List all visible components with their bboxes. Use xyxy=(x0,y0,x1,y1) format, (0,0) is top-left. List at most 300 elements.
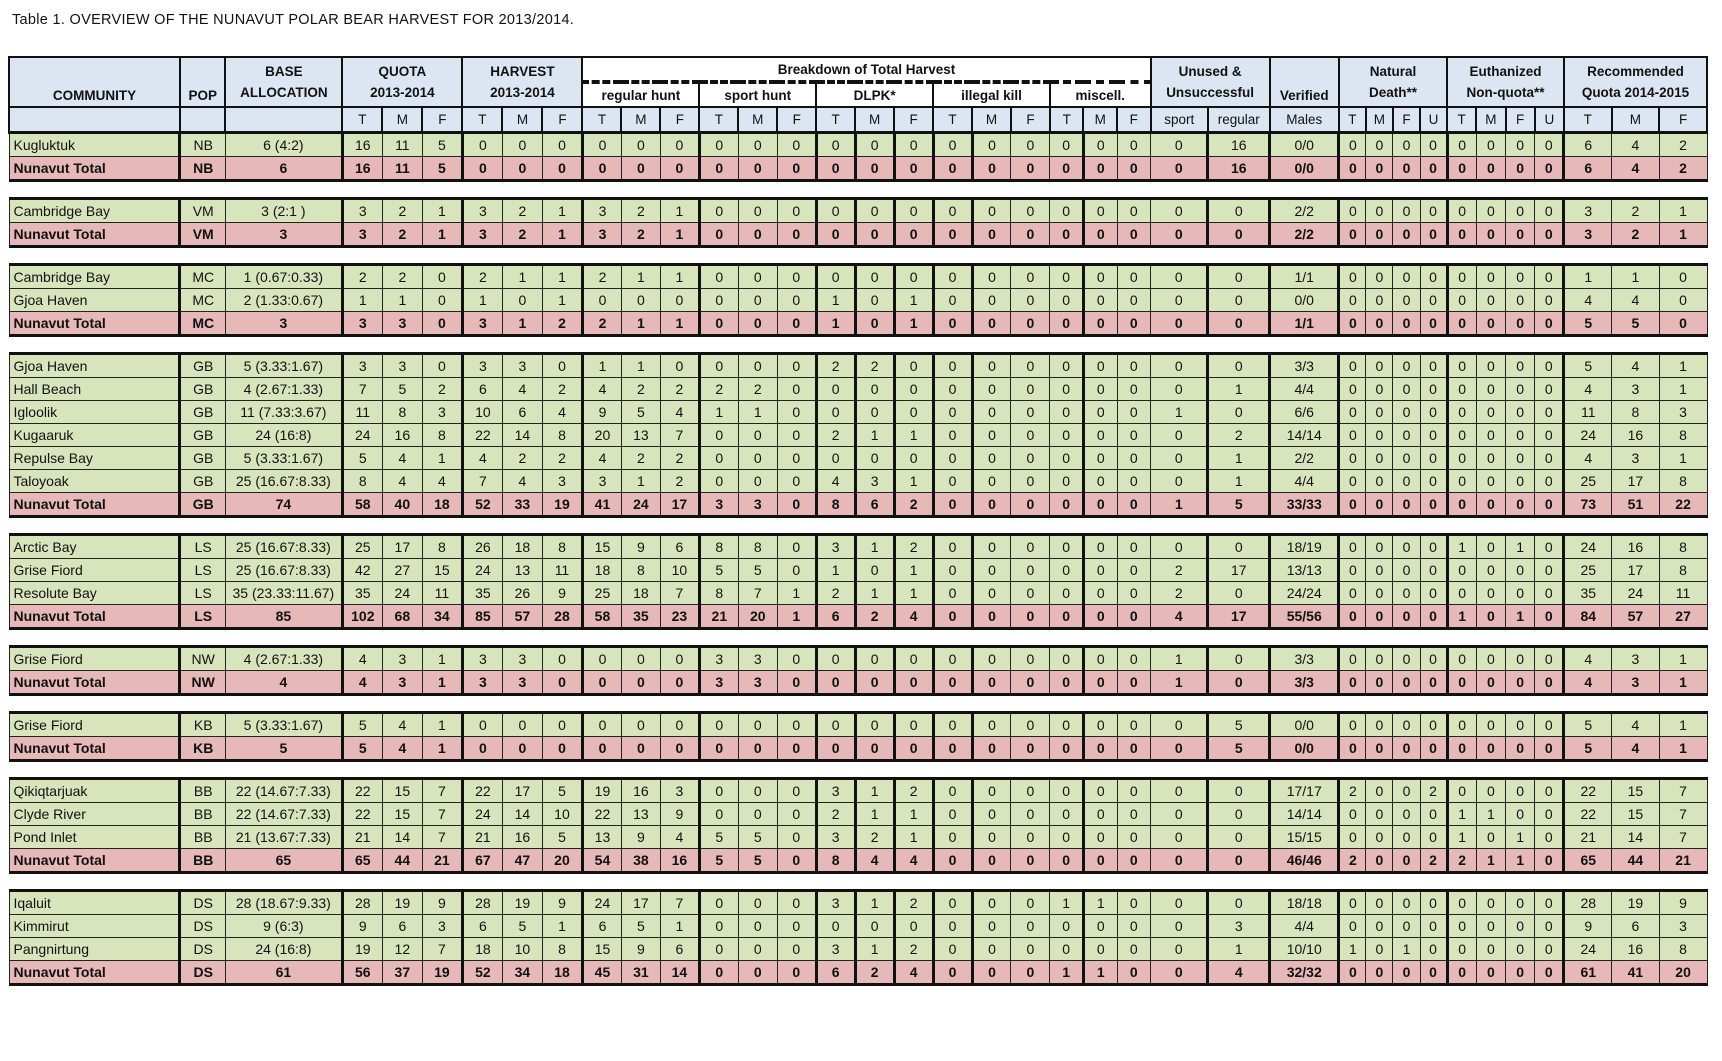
pop-cell: GB xyxy=(180,354,225,378)
value-cell: 5 xyxy=(738,826,777,849)
value-cell: 47 xyxy=(502,849,542,873)
value-cell: 1 xyxy=(1659,378,1707,401)
value-cell: 6 xyxy=(660,938,699,961)
pop-cell: NW xyxy=(180,671,225,695)
value-cell: 1 xyxy=(542,199,582,223)
value-cell: 0 xyxy=(777,401,816,424)
value-cell: 0 xyxy=(1083,737,1117,761)
value-cell: 0 xyxy=(1050,312,1084,336)
table-row xyxy=(9,289,1707,312)
value-cell: 0 xyxy=(1151,713,1208,737)
value-cell: 16 xyxy=(1208,157,1270,181)
value-cell: 0 xyxy=(738,737,777,761)
value-cell: 0 xyxy=(1420,737,1447,761)
value-cell: 4 xyxy=(1208,961,1270,985)
table-row xyxy=(9,713,1707,737)
value-cell: 1 xyxy=(894,826,933,849)
value-cell: 0 xyxy=(699,803,738,826)
community-cell: Nunavut Total xyxy=(9,737,180,761)
value-cell: 0 xyxy=(1476,199,1505,223)
value-cell: 2 xyxy=(699,378,738,401)
value-cell: 5 xyxy=(225,737,342,761)
value-cell: 0 xyxy=(1393,312,1420,336)
pop-cell: GB xyxy=(180,493,225,517)
value-cell: 22 xyxy=(462,424,502,447)
value-cell: 0 xyxy=(1151,223,1208,247)
sub-regular: regular xyxy=(1208,107,1270,133)
header-natural: Natural Death** xyxy=(1339,57,1447,107)
value-cell: 0 xyxy=(1535,424,1564,447)
value-cell: 16 xyxy=(502,826,542,849)
value-cell: 0 xyxy=(1506,470,1535,493)
value-cell: 25 xyxy=(342,535,382,559)
table-body xyxy=(9,133,1707,985)
community-cell: Cambridge Bay xyxy=(9,265,180,289)
value-cell: 1 xyxy=(422,713,462,737)
value-cell: 0 xyxy=(777,493,816,517)
value-cell: 2 xyxy=(816,424,855,447)
value-cell: 0 xyxy=(699,157,738,181)
value-cell: 5 xyxy=(1208,737,1270,761)
value-cell: 3 xyxy=(382,647,422,671)
value-cell: 2 xyxy=(342,265,382,289)
value-cell: 1 xyxy=(855,938,894,961)
value-cell: 1 xyxy=(738,401,777,424)
value-cell: 0 xyxy=(1476,265,1505,289)
value-cell: 85 xyxy=(225,605,342,629)
value-cell: 0 xyxy=(1447,582,1476,605)
value-cell: 65 xyxy=(225,849,342,873)
total-row xyxy=(9,493,1707,517)
value-cell: 1 xyxy=(816,312,855,336)
value-cell: 3 xyxy=(342,223,382,247)
value-cell: 0 xyxy=(816,223,855,247)
value-cell: 18 xyxy=(582,559,621,582)
value-cell: 1 xyxy=(1506,535,1535,559)
group-spacer xyxy=(9,181,1707,199)
value-cell: 0 xyxy=(1011,891,1050,915)
value-cell: 21 xyxy=(422,849,462,873)
sub-m: M xyxy=(1612,107,1660,133)
value-cell: 0 xyxy=(699,470,738,493)
value-cell: 0 xyxy=(972,312,1011,336)
value-cell: 0 xyxy=(1535,378,1564,401)
sub-t: T xyxy=(1339,107,1366,133)
value-cell: 0 xyxy=(542,133,582,157)
value-cell: 0 xyxy=(1339,737,1366,761)
value-cell: 0 xyxy=(1083,354,1117,378)
value-cell: 0 xyxy=(699,891,738,915)
value-cell: 1 xyxy=(422,647,462,671)
value-cell: 0 xyxy=(1011,605,1050,629)
table-row xyxy=(9,535,1707,559)
value-cell: 0 xyxy=(1393,199,1420,223)
value-cell: 0 xyxy=(1011,647,1050,671)
value-cell: 0 xyxy=(1083,493,1117,517)
value-cell: 38 xyxy=(621,849,660,873)
value-cell: 37 xyxy=(382,961,422,985)
value-cell: 0 xyxy=(1339,157,1366,181)
value-cell: 1 xyxy=(855,891,894,915)
value-cell: 6 xyxy=(1564,157,1612,181)
value-cell: 0 xyxy=(933,265,972,289)
value-cell: 0 xyxy=(1535,289,1564,312)
value-cell: 1 xyxy=(894,803,933,826)
value-cell: 0 xyxy=(1083,803,1117,826)
value-cell: 0 xyxy=(1117,938,1151,961)
value-cell: 0 xyxy=(1476,605,1505,629)
value-cell: 14/14 xyxy=(1270,803,1339,826)
value-cell: 1 xyxy=(816,289,855,312)
value-cell: 9 xyxy=(1659,891,1707,915)
value-cell: 0 xyxy=(1050,378,1084,401)
value-cell: 8 xyxy=(342,470,382,493)
value-cell: 0 xyxy=(972,424,1011,447)
value-cell: 0 xyxy=(1050,737,1084,761)
value-cell: 0 xyxy=(855,915,894,938)
value-cell: 2 xyxy=(1612,199,1660,223)
value-cell: 0 xyxy=(1339,559,1366,582)
value-cell: 22 (14.67:7.33) xyxy=(225,803,342,826)
value-cell: 1/1 xyxy=(1270,265,1339,289)
value-cell: 0 xyxy=(933,938,972,961)
community-cell: Hall Beach xyxy=(9,378,180,401)
pop-cell: NB xyxy=(180,133,225,157)
value-cell: 10 xyxy=(542,803,582,826)
value-cell: 0 xyxy=(816,671,855,695)
value-cell: 0 xyxy=(894,354,933,378)
value-cell: 9 xyxy=(542,582,582,605)
value-cell: 0 xyxy=(738,265,777,289)
value-cell: 0 xyxy=(1476,378,1505,401)
value-cell: 15 xyxy=(422,559,462,582)
value-cell: 0 xyxy=(1011,354,1050,378)
value-cell: 0 xyxy=(1535,223,1564,247)
value-cell: 0 xyxy=(972,737,1011,761)
value-cell: 1 xyxy=(777,582,816,605)
table-title: Table 1. OVERVIEW OF THE NUNAVUT POLAR BEAR HARVEST FOR 2013/2014. xyxy=(12,12,575,28)
value-cell: 0 xyxy=(1366,737,1393,761)
value-cell: 10 xyxy=(660,559,699,582)
value-cell: 0 xyxy=(1083,424,1117,447)
value-cell: 0 xyxy=(1476,447,1505,470)
value-cell: 0 xyxy=(1117,803,1151,826)
value-cell: 24 xyxy=(1564,938,1612,961)
value-cell: 26 xyxy=(462,535,502,559)
value-cell: 0 xyxy=(1339,493,1366,517)
community-cell: Nunavut Total xyxy=(9,223,180,247)
value-cell: 0 xyxy=(1050,470,1084,493)
value-cell: 0 xyxy=(1083,265,1117,289)
value-cell: 3 xyxy=(1612,447,1660,470)
value-cell: 0 xyxy=(1447,199,1476,223)
value-cell: 0 xyxy=(582,157,621,181)
value-cell: 0 xyxy=(621,671,660,695)
value-cell: 0 xyxy=(1447,401,1476,424)
community-cell: Pond Inlet xyxy=(9,826,180,849)
value-cell: 0 xyxy=(660,647,699,671)
value-cell: 5 xyxy=(542,826,582,849)
value-cell: 0 xyxy=(1420,157,1447,181)
value-cell: 24 xyxy=(462,559,502,582)
value-cell: 2 xyxy=(894,938,933,961)
community-cell: Iqaluit xyxy=(9,891,180,915)
value-cell: 0 xyxy=(933,605,972,629)
value-cell: 0 xyxy=(738,354,777,378)
value-cell: 0 xyxy=(1050,915,1084,938)
value-cell: 44 xyxy=(1612,849,1660,873)
value-cell: 0 xyxy=(1506,938,1535,961)
value-cell: 0 xyxy=(699,713,738,737)
value-cell: 0 xyxy=(738,779,777,803)
value-cell: 4 xyxy=(582,447,621,470)
value-cell: 31 xyxy=(621,961,660,985)
value-cell: 1 xyxy=(660,265,699,289)
value-cell: 0 xyxy=(1339,354,1366,378)
value-cell: 1 xyxy=(1612,265,1660,289)
value-cell: 4 xyxy=(225,671,342,695)
value-cell: 0 xyxy=(1011,378,1050,401)
group-spacer xyxy=(9,247,1707,265)
value-cell: 0 xyxy=(699,199,738,223)
spacer-cell xyxy=(9,517,1707,535)
value-cell: 24 xyxy=(462,803,502,826)
value-cell: 102 xyxy=(342,605,382,629)
total-row xyxy=(9,157,1707,181)
value-cell: 3/3 xyxy=(1270,671,1339,695)
pop-cell: DS xyxy=(180,938,225,961)
value-cell: 0 xyxy=(1117,447,1151,470)
value-cell: 0 xyxy=(933,378,972,401)
value-cell: 13 xyxy=(582,826,621,849)
value-cell: 61 xyxy=(225,961,342,985)
value-cell: 1 xyxy=(1506,605,1535,629)
community-cell: Kimmirut xyxy=(9,915,180,938)
value-cell: 0 xyxy=(972,779,1011,803)
table-row xyxy=(9,354,1707,378)
table-row xyxy=(9,470,1707,493)
value-cell: 0 xyxy=(738,199,777,223)
value-cell: 0 xyxy=(777,312,816,336)
value-cell: 3 xyxy=(855,470,894,493)
total-row xyxy=(9,737,1707,761)
value-cell: 1 xyxy=(422,199,462,223)
value-cell: 4 xyxy=(894,961,933,985)
value-cell: 25 (16.67:8.33) xyxy=(225,535,342,559)
value-cell: 0 xyxy=(660,354,699,378)
value-cell: 6 (4:2) xyxy=(225,133,342,157)
value-cell: 0 xyxy=(1476,582,1505,605)
value-cell: 0 xyxy=(1420,713,1447,737)
value-cell: 11 xyxy=(422,582,462,605)
value-cell: 1 xyxy=(660,223,699,247)
value-cell: 2/2 xyxy=(1270,447,1339,470)
value-cell: 4 xyxy=(1564,647,1612,671)
value-cell: 0 xyxy=(972,493,1011,517)
community-cell: Grise Fiord xyxy=(9,713,180,737)
value-cell: 0 xyxy=(1117,493,1151,517)
value-cell: 3 xyxy=(699,493,738,517)
value-cell: 0 xyxy=(933,133,972,157)
value-cell: 0 xyxy=(1476,938,1505,961)
value-cell: 28 xyxy=(462,891,502,915)
value-cell: 0 xyxy=(462,157,502,181)
value-cell: 3 xyxy=(382,312,422,336)
value-cell: 3 xyxy=(1564,199,1612,223)
value-cell: 1 xyxy=(1447,826,1476,849)
value-cell: 16 xyxy=(382,424,422,447)
value-cell: 0 xyxy=(1420,265,1447,289)
value-cell: 4 xyxy=(542,401,582,424)
value-cell: 0 xyxy=(816,157,855,181)
value-cell: 0 xyxy=(1535,133,1564,157)
value-cell: 17 xyxy=(1208,559,1270,582)
value-cell: 0 xyxy=(1011,289,1050,312)
value-cell: 0 xyxy=(972,605,1011,629)
value-cell: 0 xyxy=(1117,737,1151,761)
value-cell: 0 xyxy=(1050,605,1084,629)
value-cell: 0 xyxy=(1083,938,1117,961)
header-regular-hunt: regular hunt xyxy=(582,82,699,107)
value-cell: 3 xyxy=(542,470,582,493)
value-cell: 0 xyxy=(1447,779,1476,803)
value-cell: 0 xyxy=(1393,737,1420,761)
value-cell: 0 xyxy=(855,199,894,223)
value-cell: 0 xyxy=(1208,671,1270,695)
value-cell: 9 (6:3) xyxy=(225,915,342,938)
value-cell: 0 xyxy=(1151,157,1208,181)
value-cell: 1 xyxy=(1208,938,1270,961)
value-cell: 21 xyxy=(699,605,738,629)
header-quota: QUOTA 2013-2014 xyxy=(342,57,462,107)
value-cell: 0 xyxy=(894,265,933,289)
value-cell: 5 xyxy=(621,915,660,938)
header-blank xyxy=(9,107,180,133)
value-cell: 0 xyxy=(1476,891,1505,915)
value-cell: 0 xyxy=(1506,265,1535,289)
value-cell: 0 xyxy=(699,779,738,803)
value-cell: 0 xyxy=(1011,671,1050,695)
value-cell: 1 xyxy=(1659,447,1707,470)
value-cell: 1 xyxy=(502,312,542,336)
value-cell: 0 xyxy=(1535,470,1564,493)
value-cell: 3 xyxy=(225,223,342,247)
value-cell: 1 xyxy=(1659,737,1707,761)
value-cell: 0 xyxy=(1420,493,1447,517)
value-cell: 0 xyxy=(1083,647,1117,671)
value-cell: 0 xyxy=(1117,582,1151,605)
value-cell: 15 xyxy=(1612,803,1660,826)
value-cell: 7 xyxy=(422,938,462,961)
value-cell: 0 xyxy=(1050,535,1084,559)
value-cell: 0 xyxy=(1208,223,1270,247)
header-recommended: Recommended Quota 2014-2015 xyxy=(1564,57,1707,107)
value-cell: 13 xyxy=(621,424,660,447)
value-cell: 0 xyxy=(1011,265,1050,289)
value-cell: 1 xyxy=(660,312,699,336)
value-cell: 0 xyxy=(1535,447,1564,470)
value-cell: 0 xyxy=(1208,354,1270,378)
value-cell: 0 xyxy=(1476,493,1505,517)
community-cell: Resolute Bay xyxy=(9,582,180,605)
value-cell: 0 xyxy=(1151,265,1208,289)
value-cell: 0 xyxy=(1050,849,1084,873)
value-cell: 2 xyxy=(738,378,777,401)
value-cell: 2 xyxy=(1420,779,1447,803)
value-cell: 24 xyxy=(582,891,621,915)
table-row xyxy=(9,447,1707,470)
value-cell: 0 xyxy=(894,223,933,247)
value-cell: 7 xyxy=(422,779,462,803)
value-cell: 0 xyxy=(1506,223,1535,247)
value-cell: 0 xyxy=(777,289,816,312)
value-cell: 0 xyxy=(1083,582,1117,605)
community-cell: Nunavut Total xyxy=(9,493,180,517)
value-cell: 0 xyxy=(1506,671,1535,695)
value-cell: 0 xyxy=(738,157,777,181)
value-cell: 2 xyxy=(621,447,660,470)
value-cell: 2 xyxy=(422,378,462,401)
header-community: COMMUNITY xyxy=(9,57,180,107)
value-cell: 2 xyxy=(582,312,621,336)
value-cell: 44 xyxy=(382,849,422,873)
value-cell: 0 xyxy=(542,737,582,761)
value-cell: 0 xyxy=(1420,938,1447,961)
value-cell: 2 xyxy=(855,826,894,849)
value-cell: 0 xyxy=(1050,493,1084,517)
value-cell: 11 xyxy=(382,133,422,157)
value-cell: 1 xyxy=(1659,223,1707,247)
value-cell: 2 xyxy=(462,265,502,289)
value-cell: 0 xyxy=(1050,223,1084,247)
value-cell: 4 xyxy=(1564,447,1612,470)
value-cell: 0 xyxy=(1535,312,1564,336)
value-cell: 0 xyxy=(855,378,894,401)
value-cell: 0 xyxy=(1050,713,1084,737)
value-cell: 1 xyxy=(1208,447,1270,470)
value-cell: 0 xyxy=(1476,779,1505,803)
value-cell: 4 xyxy=(1612,737,1660,761)
value-cell: 0 xyxy=(933,737,972,761)
value-cell: 0 xyxy=(777,737,816,761)
value-cell: 0 xyxy=(1339,891,1366,915)
value-cell: 0 xyxy=(972,378,1011,401)
value-cell: 0 xyxy=(699,354,738,378)
value-cell: 0 xyxy=(855,559,894,582)
value-cell: 8 xyxy=(542,424,582,447)
value-cell: 0 xyxy=(1393,535,1420,559)
value-cell: 0 xyxy=(660,671,699,695)
value-cell: 0 xyxy=(1117,157,1151,181)
value-cell: 8 xyxy=(542,938,582,961)
header-dlpk: DLPK* xyxy=(816,82,933,107)
value-cell: 16 xyxy=(660,849,699,873)
value-cell: 0 xyxy=(1506,133,1535,157)
sub-m: M xyxy=(1366,107,1393,133)
value-cell: 3 xyxy=(382,354,422,378)
spacer-cell xyxy=(9,695,1707,713)
value-cell: 9 xyxy=(422,891,462,915)
sub-f: F xyxy=(1011,107,1050,133)
value-cell: 5 xyxy=(1208,713,1270,737)
value-cell: 0 xyxy=(1151,199,1208,223)
value-cell: 0 xyxy=(1535,401,1564,424)
pop-cell: GB xyxy=(180,401,225,424)
value-cell: 1 xyxy=(1659,713,1707,737)
value-cell: 1 xyxy=(777,605,816,629)
spacer-cell xyxy=(9,761,1707,779)
value-cell: 0 xyxy=(699,223,738,247)
